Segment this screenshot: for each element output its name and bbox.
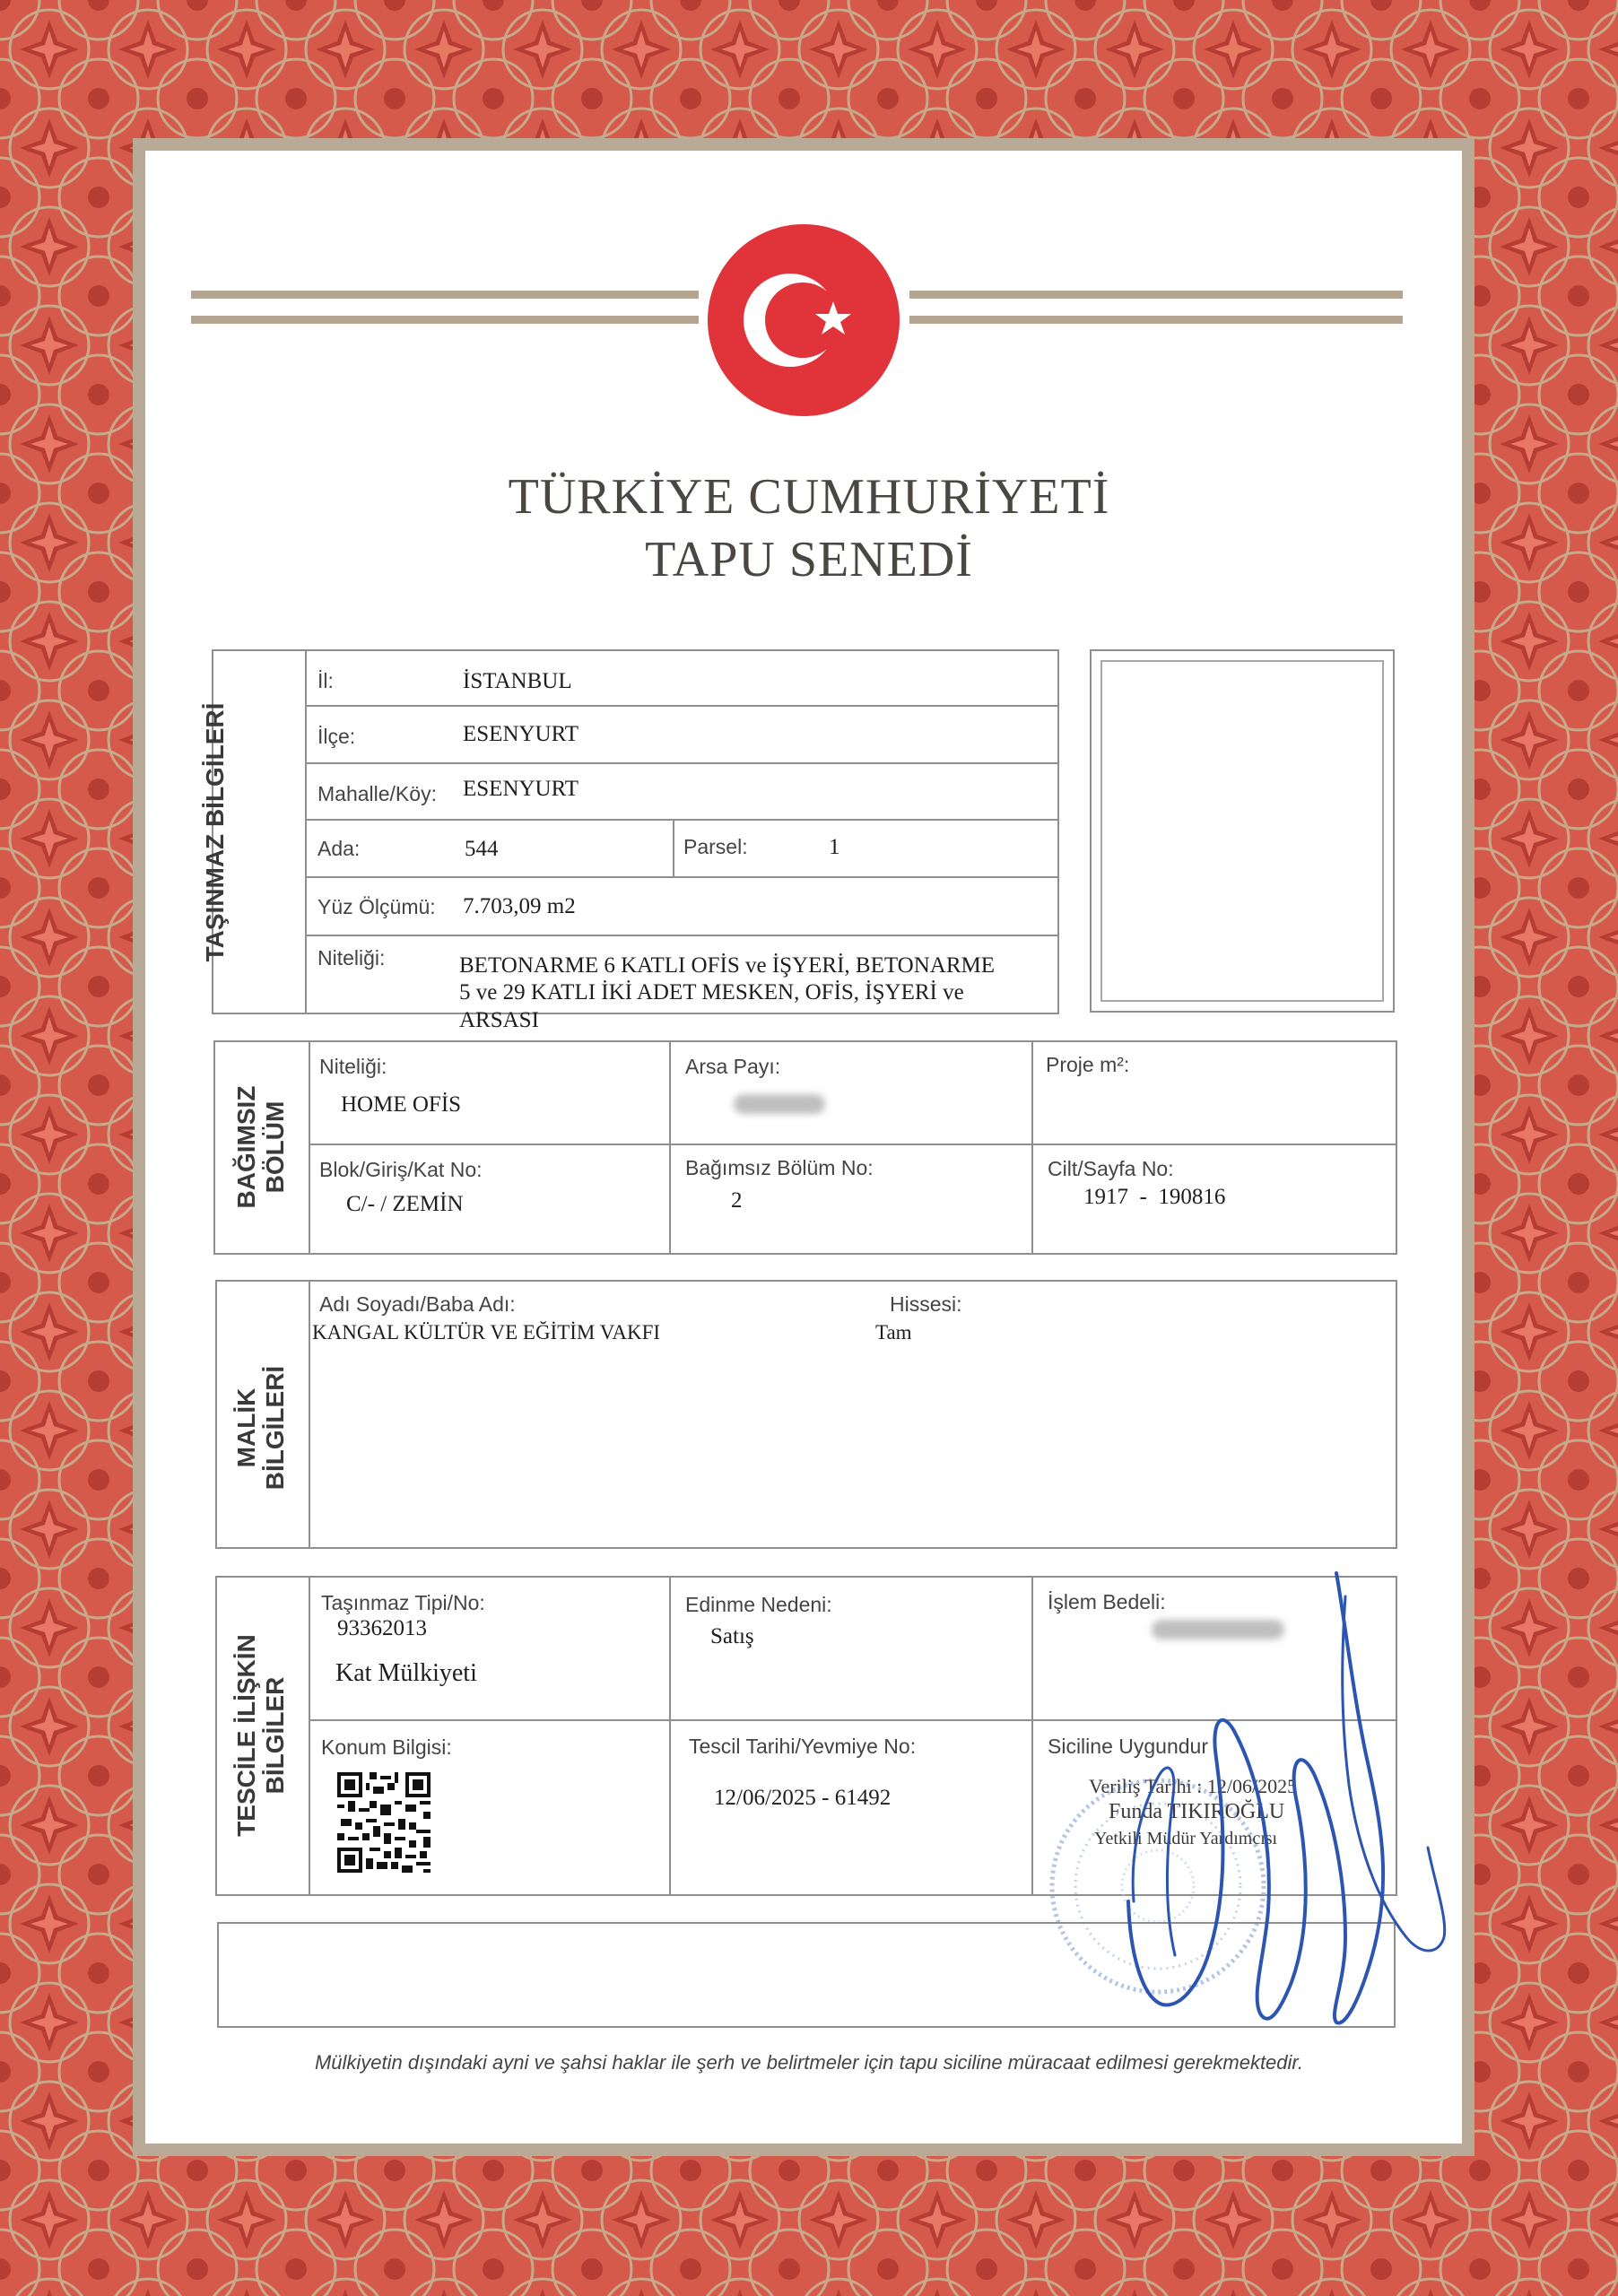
title-line-1: TÜRKİYE CUMHURİYETİ [508, 469, 1110, 525]
officer-name: Funda TIKIROĞLU [1109, 1800, 1285, 1823]
bb-niteligi-label: Niteliği: [319, 1055, 387, 1078]
cilt-value: 1917 - 190816 [1083, 1185, 1226, 1209]
tasinmaz-no-value: 93362013 [337, 1616, 427, 1640]
bolum-no-label: Bağımsız Bölüm No: [685, 1156, 874, 1179]
yuz-olcumu-value: 7.703,09 m2 [463, 894, 576, 918]
ilce-value: ESENYURT [463, 722, 579, 746]
malik-label-line-2: BİLGİLERİ [261, 1365, 289, 1491]
tescil-section-label [232, 1601, 290, 1870]
crescent-star-emblem [708, 224, 900, 416]
hissesi-value: Tam [875, 1321, 912, 1344]
cilt-label: Cilt/Sayfa No: [1048, 1157, 1174, 1180]
tescil-label-line-2: BİLGİLER [261, 1676, 289, 1795]
bolum-no-value: 2 [731, 1188, 743, 1213]
hissesi-label: Hissesi: [890, 1292, 962, 1316]
tasinmaz-tipi-label: Taşınmaz Tipi/No: [321, 1591, 485, 1614]
ada-value: 544 [465, 837, 499, 861]
mahalle-value: ESENYURT [463, 777, 579, 801]
blok-value: C/- / ZEMİN [346, 1192, 464, 1216]
malik-section-label [232, 1338, 290, 1518]
officer-title: Yetkili Müdür Yardımcısı [1094, 1829, 1278, 1848]
verilis-tarihi: Veriliş Tarihi : 12/06/2025 [1089, 1775, 1298, 1797]
ada-label: Ada: [318, 837, 361, 860]
bagimsiz-label-line-1: BAĞIMSIZ [232, 1085, 260, 1209]
footer-note: Mülkiyetin dışındaki ayni ve şahsi haklar ile şerh ve belirtmeler için tapu siciline müracaat edilmesi gerekmektedir. [314, 2051, 1304, 2074]
konum-label: Konum Bilgisi: [321, 1735, 452, 1759]
arsa-payi-redacted [734, 1094, 825, 1114]
bagimsiz-section-label [232, 1057, 290, 1237]
header-stripe-right-bottom [909, 316, 1403, 324]
title-line-2: TAPU SENEDİ [645, 532, 973, 587]
ilce-label: İlçe: [318, 725, 356, 748]
islem-bedeli-label: İşlem Bedeli: [1048, 1590, 1166, 1613]
sicil-label: Siciline Uygundur [1048, 1735, 1208, 1758]
handwritten-signature [1076, 1561, 1453, 2063]
niteligi-line-2: 5 ve 29 KATLI İKİ ADET MESKEN, OFİS, İŞYERİ ve [459, 980, 964, 1004]
tasinmaz-tipi-value: Kat Mülkiyeti [335, 1659, 477, 1687]
tescil-tarihi-value: 12/06/2025 - 61492 [714, 1786, 892, 1810]
header-stripe-left-top [191, 291, 699, 299]
parsel-value: 1 [829, 835, 840, 859]
header-stripe-right-top [909, 291, 1403, 299]
arsa-payi-label: Arsa Payı: [685, 1055, 781, 1078]
proje-label: Proje m²: [1046, 1053, 1130, 1076]
tescil-label-line-1: TESCİLE İLİŞKİN [232, 1634, 260, 1837]
parsel-label: Parsel: [683, 835, 748, 858]
bb-niteligi-value: HOME OFİS [341, 1092, 462, 1117]
adi-value: KANGAL KÜLTÜR VE EĞİTİM VAKFI [312, 1321, 661, 1344]
niteligi-line-1: BETONARME 6 KATLI OFİS ve İŞYERİ, BETONARME [459, 953, 995, 978]
tescil-tarihi-label: Tescil Tarihi/Yevmiye No: [689, 1735, 917, 1758]
photo-frame-inner [1100, 660, 1384, 1002]
crescent-star-icon [708, 224, 900, 416]
edinme-value: Satış [710, 1624, 754, 1648]
mahalle-label: Mahalle/Köy: [318, 782, 437, 805]
niteligi-label: Niteliği: [318, 946, 386, 970]
qr-code-icon[interactable] [337, 1772, 431, 1873]
tasinmaz-section-label: TAŞINMAZ BİLGİLERİ [201, 702, 229, 962]
header-stripe-left-bottom [191, 316, 699, 324]
blok-label: Blok/Giriş/Kat No: [319, 1158, 483, 1181]
il-value: İSTANBUL [463, 669, 572, 693]
malik-label-line-1: MALİK [232, 1387, 260, 1468]
edinme-label: Edinme Nedeni: [685, 1593, 832, 1616]
bagimsiz-label-line-2: BÖLÜM [261, 1100, 289, 1194]
bagimsiz-section [213, 1040, 1397, 1255]
il-label: İl: [318, 669, 334, 692]
adi-label: Adı Soyadı/Baba Adı: [319, 1292, 516, 1316]
yuz-olcumu-label: Yüz Ölçümü: [318, 895, 436, 918]
niteligi-line-3: ARSASI [459, 1008, 539, 1032]
malik-section [215, 1280, 1397, 1549]
